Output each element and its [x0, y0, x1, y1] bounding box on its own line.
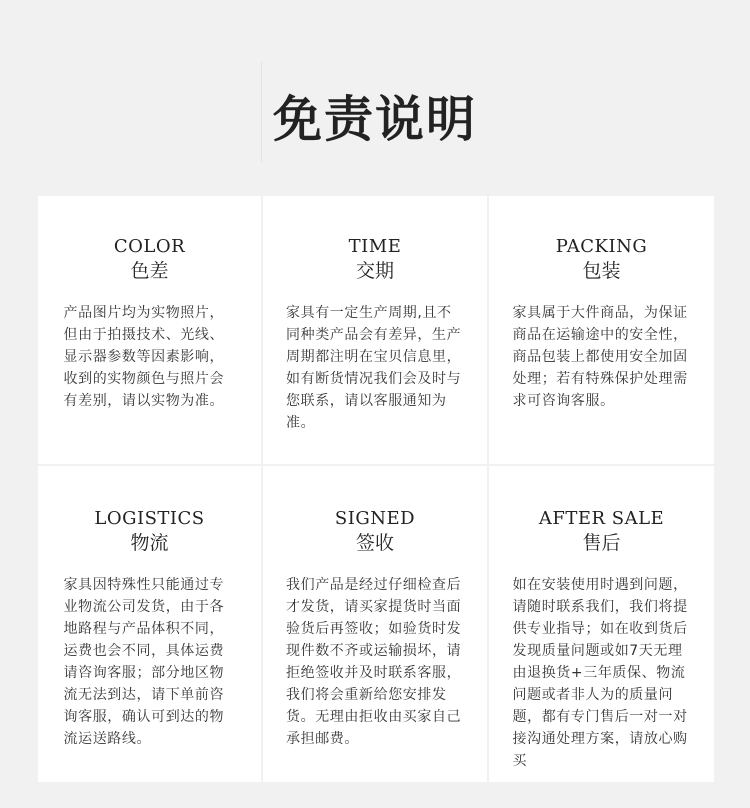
header [0, 0, 750, 196]
card-body: 家具属于大件商品，为保证商品在运输途中的安全性，商品包装上都使用安全加固处理；若有特殊保护处理需求可咨询客服。 [512, 305, 688, 409]
card-time [263, 196, 487, 464]
card-zh-title: 签收 [355, 532, 394, 554]
page-title: 免责说明 [272, 91, 477, 148]
card-packing [489, 196, 714, 464]
card-zh-title: 色差 [130, 260, 169, 282]
card-body: 我们产品是经过仔细检查后才发货，请买家提货时当面验货后再签收；如验货时发现件数不齐或运输损坏，请拒绝签收并及时联系客服，我们将会重新给您安排发货。无理由拒收由买家自己承担邮费。 [286, 577, 462, 747]
card-en-title: COLOR [113, 236, 186, 257]
card-color [38, 196, 261, 464]
card-body: 家具有一定生产周期,且不同种类产品会有差异，生产周期都注明在宝贝信息里，如有断货情况我们会及时与您联系，请以客服通知为准。 [286, 305, 462, 431]
card-zh-title: 物流 [130, 532, 169, 554]
card-logistics [38, 466, 261, 782]
card-signed [263, 466, 487, 782]
card-en-title: LOGISTICS [94, 508, 205, 529]
card-body: 如在安装使用时遇到问题，请随时联系我们，我们将提供专业指导；如在收到货后发现质量问题或如7天无理由退换货+三年质保、物流问题或者非人为的质量问题，都有专门售后一对一对接沟通处理方案，请放心购买 [512, 577, 688, 769]
card-en-title: AFTER SALE [538, 508, 665, 529]
card-en-title: TIME [348, 236, 402, 257]
card-zh-title: 售后 [582, 532, 621, 554]
card-body: 产品图片均为实物照片，但由于拍摄技术、光线、显示器参数等因素影响，收到的实物颜色与照片会有差别，请以实物为准。 [63, 305, 225, 409]
card-body: 家具因特殊性只能通过专业物流公司发货，由于各地路程与产品体积不同，运费也会不同，具体运费请咨询客服；部分地区物流无法到达，请下单前咨询客服，确认可到达的物流运送路线。 [63, 577, 225, 747]
card-zh-title: 交期 [355, 260, 394, 282]
card-after-sale [489, 466, 714, 782]
disclaimer-grid [38, 196, 714, 782]
card-en-title: PACKING [555, 236, 648, 257]
card-zh-title: 包装 [582, 260, 621, 282]
card-en-title: SIGNED [334, 508, 416, 529]
